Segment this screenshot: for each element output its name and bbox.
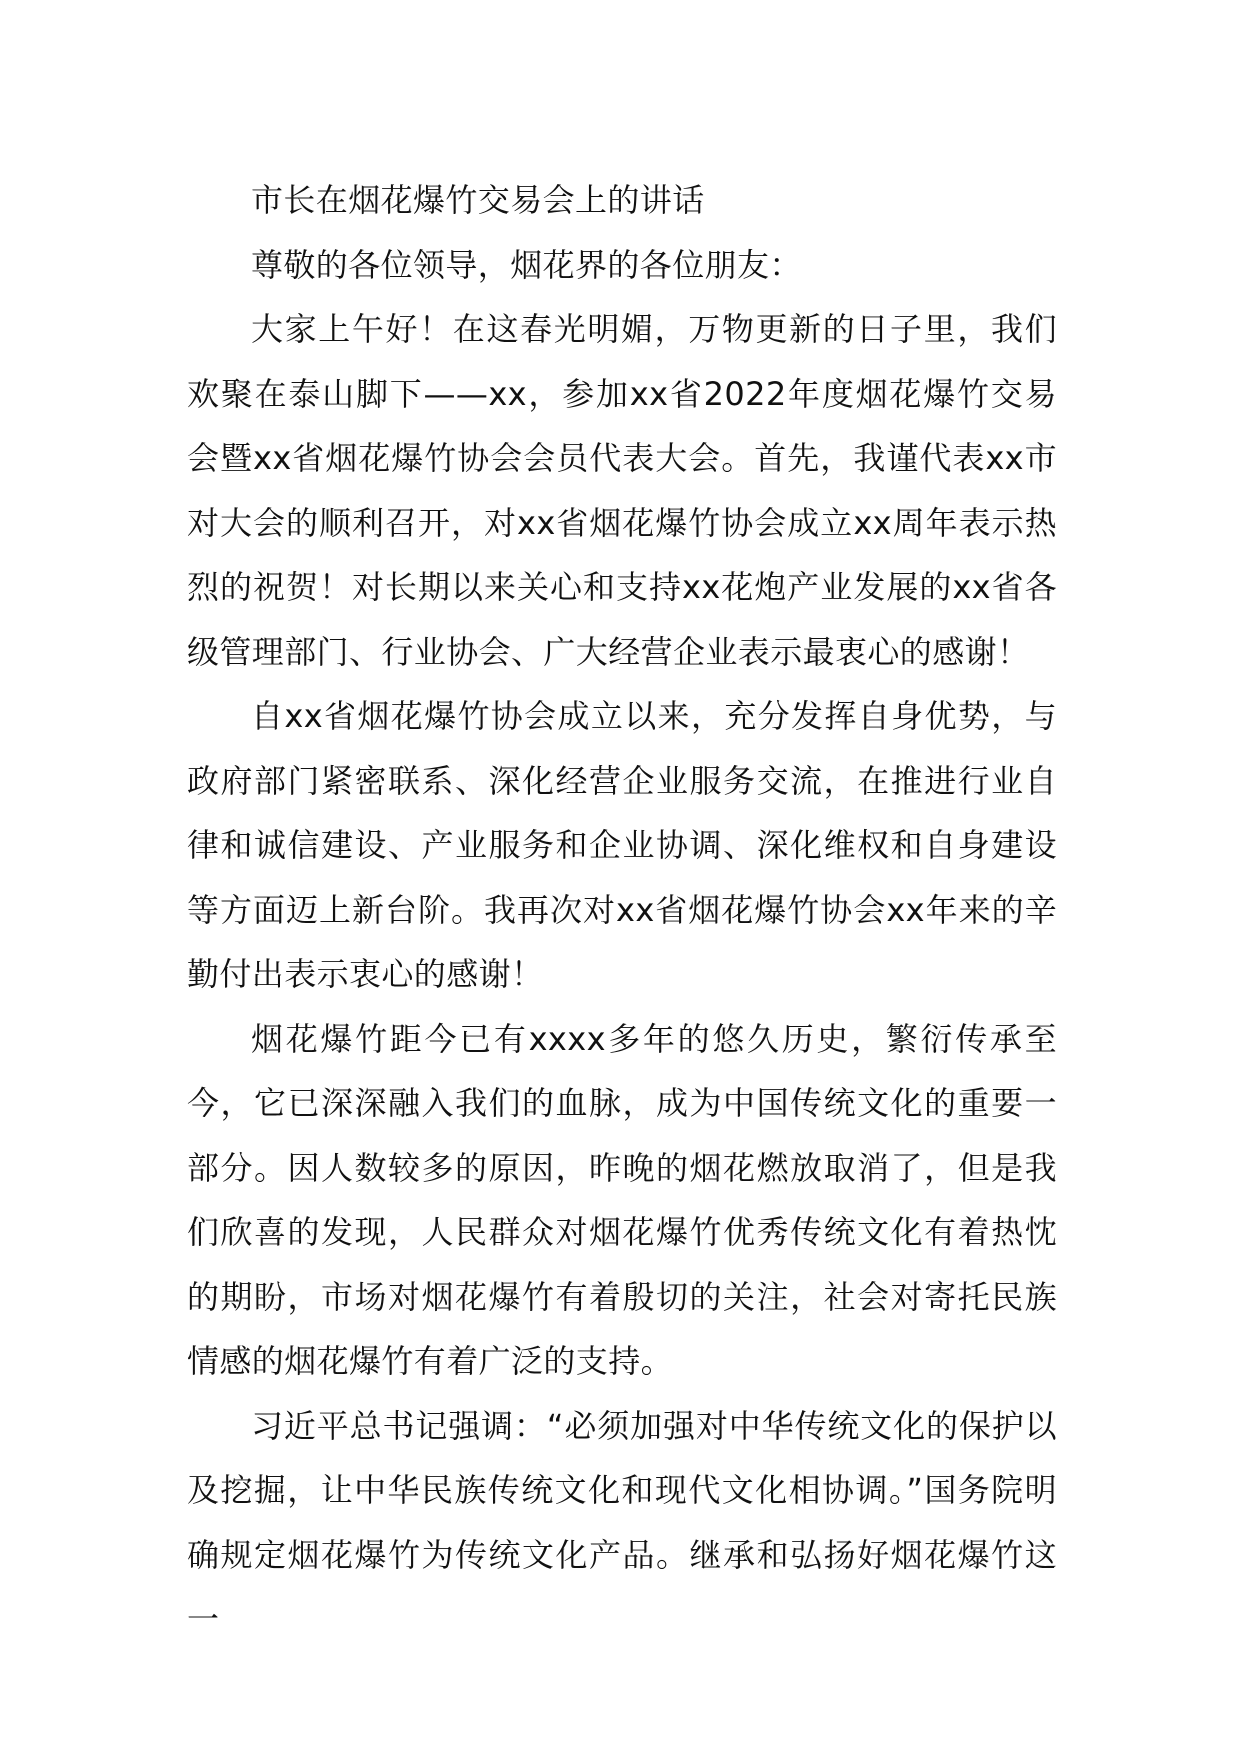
salutation: 尊敬的各位领导，烟花界的各位朋友： [251,245,802,284]
paragraph-3: 烟花爆竹距今已有xxxx多年的悠久历史，繁衍传承至今，它已深深融入我们的血脉，成为中国传统文化的重要一部分。因人数较多的原因，昨晚的烟花燃放取消了，但是我们欣喜的发现，人民群众对烟花爆竹优秀传统文化有着热忱的期盼，市场对烟花爆竹有着殷切的关注，社会对寄托民族情感的烟花爆竹有着广泛的支持。 [187,1019,1057,1380]
document-body [187,168,1057,1652]
paragraph-1: 大家上午好！在这春光明媚，万物更新的日子里，我们欢聚在泰山脚下——xx，参加xx省2022年度烟花爆竹交易会暨xx省烟花爆竹协会会员代表大会。首先，我谨代表xx市对大会的顺利召开，对xx省烟花爆竹协会成立xx周年表示热烈的祝贺！对长期以来关心和支持xx花炮产业发展的xx省各级管理部门、行业协会、广大经营企业表示最衷心的感谢！ [187,310,1057,671]
paragraph-2: 自xx省烟花爆竹协会成立以来，充分发挥自身优势，与政府部门紧密联系、深化经营企业服务交流，在推进行业自律和诚信建设、产业服务和企业协调、深化维权和自身建设等方面迈上新台阶。我再次对xx省烟花爆竹协会xx年来的辛勤付出表示衷心的感谢！ [187,697,1057,993]
paragraph-4: 习近平总书记强调：“必须加强对中华传统文化的保护以及挖掘，让中华民族传统文化和现代文化相协调。”国务院明确规定烟花爆竹为传统文化产品。继承和弘扬好烟花爆竹这一 [187,1406,1057,1638]
document-title: 市长在烟花爆竹交易会上的讲话 [251,181,705,219]
